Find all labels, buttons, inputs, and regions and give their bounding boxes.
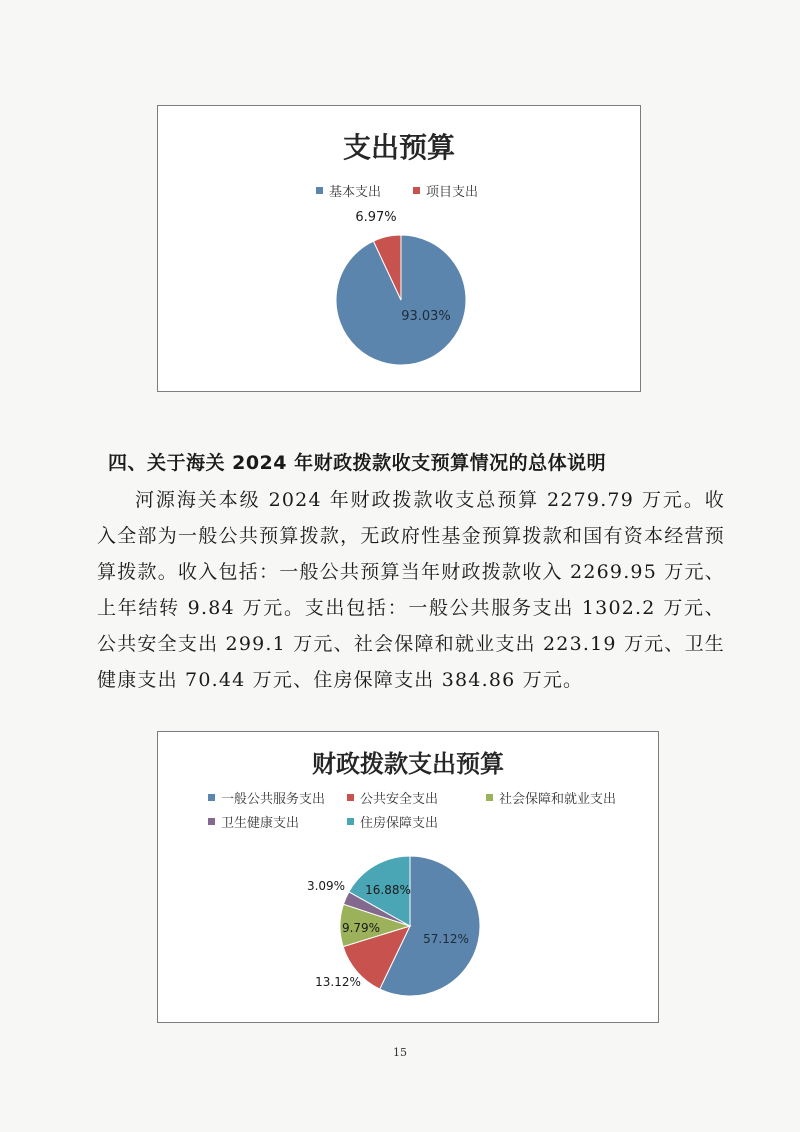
data-label-housing: 16.88% bbox=[365, 883, 411, 897]
legend-label: 住房保障支出 bbox=[360, 816, 439, 831]
page-number: 15 bbox=[393, 1046, 407, 1059]
data-label-public-security: 13.12% bbox=[315, 975, 361, 989]
chart-title: 支出预算 bbox=[342, 131, 455, 164]
legend-label: 卫生健康支出 bbox=[221, 816, 300, 831]
data-label-health: 3.09% bbox=[306, 879, 346, 893]
section-paragraph: 河源海关本级 2024 年财政拨款收支总预算 2279.79 万元。收入全部为一般公共预算拨款，无政府性基金预算拨款和国有资本经营预算拨款。收入包括：一般公共预算当年财政拨款收入 2269.95 万元、上年结转 9.84 万元。支出包括：一般公共服务支出 1302.2 万元、公共安全支出 299.1 万元、社会保障和就业支出 223.19 万元、卫生健康支出 70.44 万元、住房保障支出 384.86 万元。 bbox=[97, 489, 725, 691]
data-label-basic: 93.03% bbox=[401, 309, 451, 324]
chart-title: 财政拨款支出预算 bbox=[312, 750, 504, 778]
legend-label: 社会保障和就业支出 bbox=[499, 792, 617, 807]
data-label-project: 6.97% bbox=[355, 210, 397, 225]
data-label-general-public-services: 57.12% bbox=[423, 932, 469, 946]
legend-label: 基本支出 bbox=[329, 185, 382, 200]
section-heading: 四、关于海关 2024 年财政拨款收支预算情况的总体说明 bbox=[108, 452, 607, 474]
legend-label: 一般公共服务支出 bbox=[221, 792, 326, 807]
data-label-social-security: 9.79% bbox=[341, 921, 381, 935]
expenditure-budget-chart bbox=[157, 105, 641, 392]
legend-label: 项目支出 bbox=[426, 185, 479, 200]
pie-plot bbox=[158, 106, 642, 393]
pie-plot bbox=[158, 732, 660, 1024]
legend-label: 公共安全支出 bbox=[360, 792, 439, 807]
appropriation-expenditure-chart bbox=[157, 731, 659, 1023]
